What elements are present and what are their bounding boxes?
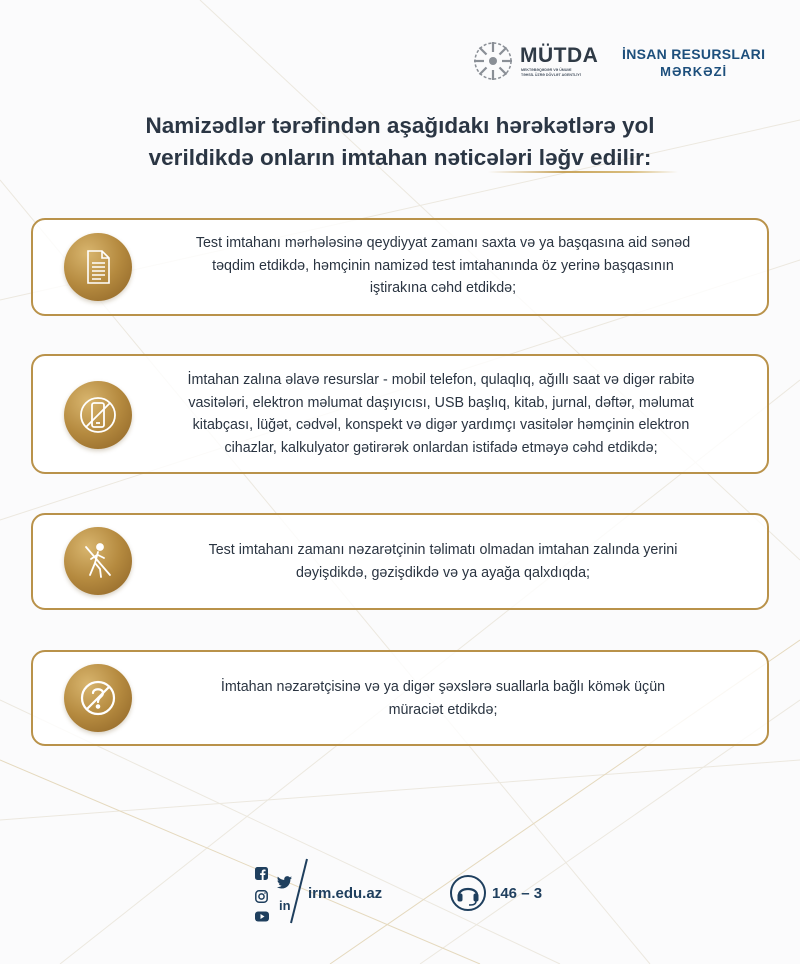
rule-2-line-2: vasitələri, elektron məlumat daşıyıcısı, USB başlıq, kitab, jurnal, dəftər, məlumat [188, 394, 694, 411]
rule-2-line-3: kitabçası, lüğət, cədvəl, konspekt və digər yardımçı vasitələr həmçinin elektron [192, 417, 690, 434]
page-title [60, 110, 740, 174]
rule-1-line-2: təqdim etdikdə, həmçinin namizəd test imtahanında öz yerinə başqasının [212, 257, 674, 274]
twitter-icon[interactable] [277, 876, 292, 889]
rule-card-2 [31, 354, 769, 474]
no-phone-icon [64, 381, 132, 449]
rule-4-line-1: İmtahan nəzarətçisinə və ya digər şəxslərə suallarla bağlı kömək üçün [220, 679, 666, 695]
rule-3-line-2: dəyişdikdə, gəzişdikdə və ya ayağa qalxdıqda; [295, 564, 591, 581]
rule-text-2 [137, 369, 745, 460]
rule-1-line-3: iştirakına cəhd etdikdə; [369, 280, 517, 297]
rule-2-line-1: İmtahan zalına əlavə resurslar - mobil telefon, qulaqlıq, ağıllı saat və digər rabitə [187, 372, 695, 388]
linkedin-icon[interactable]: in [279, 898, 291, 913]
rule-text-3 [143, 539, 743, 584]
rule-1-line-1: Test imtahanı mərhələsinə qeydiyyat zamanı saxta və ya başqasına aid sənəd [195, 235, 691, 251]
rule-4-line-2: müraciət etdikdə; [388, 701, 498, 718]
title-underline [488, 171, 678, 173]
rule-card-4 [31, 650, 769, 746]
facebook-icon[interactable] [255, 867, 268, 880]
title-line-2: verildikdə onların imtahan nəticələri ləğv edilir: [148, 145, 652, 170]
hotline-number[interactable]: 146 – 3 [492, 885, 543, 902]
instagram-icon[interactable] [255, 890, 268, 903]
youtube-icon[interactable] [255, 911, 269, 922]
headset-icon [449, 874, 487, 912]
rule-card-1 [31, 218, 769, 316]
mutda-logo-icon [470, 38, 516, 84]
header [470, 38, 780, 98]
logo-title: MÜTDA [520, 44, 599, 67]
document-icon [64, 233, 132, 301]
footer-divider [290, 859, 308, 924]
logo-subtitle: MEKTƏBƏQƏDƏR VƏ ÜMUMİ TƏHSİL ÜZRƏ DÖVLƏT AGENTLİYİ [521, 68, 581, 77]
irm-line-1: İNSAN RESURSLARI [622, 46, 766, 62]
rule-text-1 [143, 232, 743, 300]
rule-card-3 [31, 513, 769, 610]
no-question-icon [64, 664, 132, 732]
rule-3-line-1: Test imtahanı zamanı nəzarətçinin təlimatı olmadan imtahan zalında yerini [208, 542, 678, 558]
rule-text-4 [143, 676, 743, 721]
footer [0, 850, 800, 940]
title-line-1: Namizədlər tərəfindən aşağıdakı hərəkətlərə yol [145, 113, 655, 138]
no-walking-icon [64, 527, 132, 595]
website-link[interactable]: irm.edu.az [308, 885, 383, 902]
irm-logo-text [622, 46, 765, 79]
rule-2-line-4: cihazlar, kalkulyator gətirərək onlardan istifadə etməyə cəhd etdikdə; [224, 440, 658, 457]
irm-line-2: MƏRKƏZİ [660, 64, 728, 79]
